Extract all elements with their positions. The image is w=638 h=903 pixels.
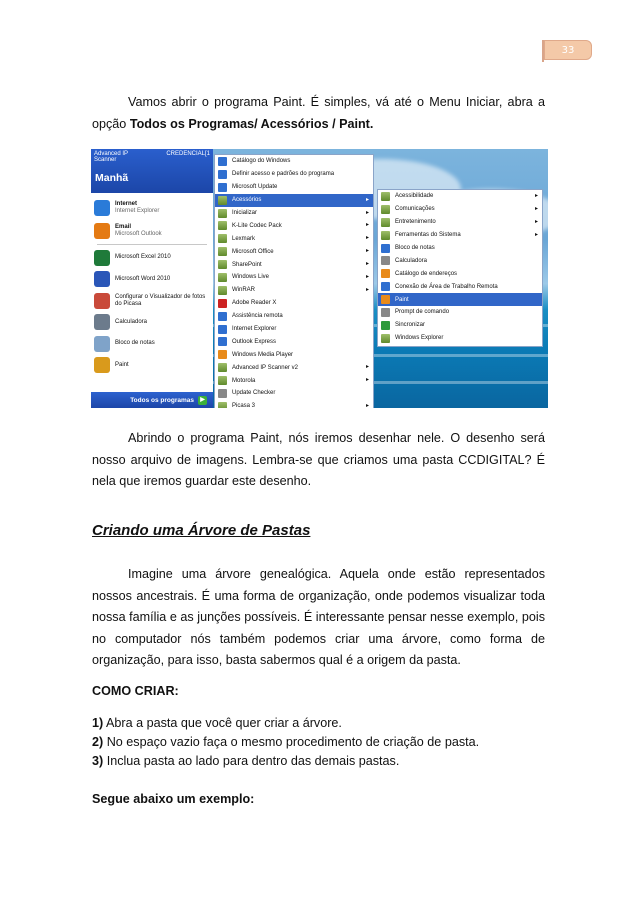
picasa-icon [94,293,110,309]
paint-paragraph: Abrindo o programa Paint, nós iremos desenhar nele. O desenho será nosso arquivo de imagens. Lembra-se que criamos uma pasta CCDIGITAL? É nela que iremos guardar este desenho. [92,431,545,488]
example-intro: Segue abaixo um exemplo: [92,792,255,806]
programs-menu-item[interactable] [215,284,373,297]
programs-menu-item-label: Lexmark [232,235,256,242]
programs-menu-item[interactable] [215,168,373,181]
programs-menu-item-label: Advanced IP Scanner v2 [232,364,298,371]
program-defaults-icon [218,170,227,179]
accessories-menu-item[interactable] [378,190,542,203]
accessories-menu-item[interactable] [378,203,542,216]
pinned-programs [91,193,213,242]
accessories-menu-item-label: Sincronizar [395,322,426,329]
accessories-menu-item-label: Acessibilidade [395,193,434,200]
programs-menu-item-label: Microsoft Update [232,184,278,191]
start-menu-header [91,149,213,193]
chevron-right-icon: ▸ [365,248,369,255]
programs-menu-item[interactable] [215,194,373,207]
start-separator [97,244,207,245]
programs-menu-item-label: Inicializar [232,210,258,216]
folder-icon [218,234,227,243]
accessories-menu-item[interactable] [378,267,542,280]
remote-desktop-icon [381,282,390,291]
calculator-icon [94,314,110,330]
update-checker-icon [218,389,227,398]
programs-submenu [214,154,374,408]
accessories-menu-item-label: Catálogo de endereços [395,270,458,277]
internet-explorer-icon [218,325,227,334]
chevron-right-icon: ▸ [365,274,369,281]
outlook-express-icon [218,337,227,346]
accessories-menu-item-label: Ferramentas do Sistema [395,232,461,239]
page-number-badge [544,40,592,62]
start-menu-item-sublabel: Internet Explorer [115,207,160,214]
programs-menu-item[interactable] [215,374,373,387]
all-programs-label: Todos os programas [130,396,194,404]
internet-explorer-icon [94,200,110,216]
sync-icon [381,321,390,330]
intro-text: Vamos abrir o programa Paint. É simples, vá até o Menu Iniciar, abra a opção [92,95,545,131]
excel-icon [94,250,110,266]
accessories-menu-item-label: Conexão de Área de Trabalho Remota [395,283,498,290]
programs-menu-item-label: Motorola [232,377,256,384]
programs-menu-item[interactable] [215,323,373,336]
programs-menu-item-label: Assistência remota [232,313,283,320]
folder-icon [381,218,390,227]
programs-menu-item[interactable] [215,245,373,258]
accessories-menu-item-label: Comunicações [395,206,435,213]
all-programs-arrow-icon: ▶ [198,396,207,405]
chevron-right-icon: ▸ [365,209,369,216]
programs-menu-item[interactable] [215,155,373,168]
programs-menu-item[interactable] [215,258,373,271]
accessories-menu-item-label: Calculadora [395,257,428,264]
start-menu-item[interactable] [91,355,213,377]
start-menu-item[interactable] [91,290,213,312]
intro-bold-path: Todos os Programas/ Acessórios / Paint. [129,116,374,131]
chevron-right-icon: ▸ [534,231,538,238]
steps-list [92,714,479,771]
chevron-right-icon: ▸ [365,377,369,384]
programs-menu-item[interactable] [215,297,373,310]
programs-menu-item[interactable] [215,232,373,245]
folder-icon [218,273,227,282]
accessories-menu-item[interactable] [378,319,542,332]
programs-menu-item-label: Outlook Express [232,338,277,345]
windows-catalog-icon [218,157,227,166]
programs-menu-item[interactable] [215,335,373,348]
chevron-right-icon: ▸ [534,218,538,225]
adobe-reader-icon [218,299,227,308]
accessories-menu-item[interactable] [378,254,542,267]
programs-menu-item[interactable] [215,181,373,194]
windows-update-icon [218,183,227,192]
programs-menu-item-label: Definir acesso e padrões do programa [232,171,335,178]
notepad-icon [381,244,390,253]
start-menu-item-label: Calculadora [115,318,148,325]
section-heading: Criando uma Árvore de Pastas [92,522,311,539]
calculator-icon [381,256,390,265]
outlook-icon [94,223,110,239]
start-menu-item[interactable] [91,247,213,269]
step-item: 1) Abra a pasta que você quer criar a árvore. [92,716,342,730]
programs-menu-item[interactable] [215,207,373,220]
folder-icon [381,192,390,201]
accessories-menu-item-label: Bloco de notas [395,245,435,251]
accessories-menu-item-label: Entretenimento [395,219,436,226]
start-menu-item-label: Bloco de notas [115,340,155,347]
programs-menu-item-label: Picasa 3 [232,403,256,408]
chevron-right-icon: ▸ [365,364,369,371]
paint-icon [94,357,110,373]
accessories-menu-item[interactable] [378,280,542,293]
paint-icon [381,295,390,304]
page-number: 33 [544,40,592,60]
programs-menu-item-label: Internet Explorer [232,326,277,333]
folder-icon [218,363,227,372]
all-programs-button[interactable] [91,392,213,408]
folder-icon [218,247,227,256]
start-menu-item[interactable] [91,312,213,334]
chevron-right-icon: ▸ [365,261,369,268]
step-item: 2) No espaço vazio faça o mesmo procedimento de criação de pasta. [92,735,480,749]
notepad-icon [94,336,110,352]
header-left-label: Advanced IP Scanner [94,151,129,163]
start-menu-item[interactable] [91,333,213,355]
folder-icon [218,286,227,295]
chevron-right-icon: ▸ [365,402,369,408]
programs-menu-item-label: Microsoft Office [232,248,274,255]
chevron-right-icon: ▸ [365,235,369,242]
accessories-submenu [377,189,543,347]
accessories-menu-item[interactable] [378,332,542,345]
programs-menu-item-label: K-Lite Codec Pack [232,222,282,229]
remote-assistance-icon [218,312,227,321]
intro-paragraph [92,92,545,135]
tree-paragraph: Imagine uma árvore genealógica. Aquela onde estão representados nossos ancestrais. É uma forma de organização, onde podemos visualizar toda nossa família e as junções possíveis. É interessante pensar nesse exemplo, pois no computador nós também podemos criar uma árvore, como forma de organização, para isso, basta sabermos qual é a origem da pasta. [92,567,545,667]
folder-icon [381,205,390,214]
accessories-menu-item[interactable] [378,293,542,306]
folder-icon [218,221,227,230]
start-menu-panel [91,149,213,408]
programs-menu-item-label: Windows Media Player [232,351,294,358]
user-name: Manhã [95,172,129,184]
accessories-menu-item[interactable] [378,242,542,255]
start-menu-item[interactable] [91,269,213,291]
programs-menu-item[interactable] [215,348,373,361]
folder-icon [218,209,227,218]
programs-menu-item[interactable] [215,400,373,408]
accessories-menu-item-label: Windows Explorer [395,335,444,342]
folder-icon [218,196,227,205]
step-item: 3) Inclua pasta ao lado para dentro das demais pastas. [92,754,400,768]
start-menu-item-label: Microsoft Excel 2010 [115,254,171,261]
windows-explorer-icon [381,334,390,343]
programs-menu-item[interactable] [215,361,373,374]
start-menu-screenshot [91,149,548,408]
programs-menu-item-label: Adobe Reader X [232,300,277,307]
start-menu-item-sublabel: Microsoft Outlook [115,230,162,237]
accessories-menu-item[interactable] [378,229,542,242]
media-player-icon [218,350,227,359]
accessories-menu-item-label: Paint [395,296,409,303]
programs-menu-item-label: Catálogo do Windows [232,158,291,165]
start-menu-item-label: Microsoft Word 2010 [115,275,171,282]
programs-menu-item[interactable] [215,310,373,323]
address-book-icon [381,269,390,278]
programs-menu-item[interactable] [215,271,373,284]
start-menu-item-label: Internet [115,200,138,207]
accessories-menu-item[interactable] [378,306,542,319]
programs-menu-item-label: SharePoint [232,261,262,268]
chevron-right-icon: ▸ [534,193,538,199]
programs-menu-item-label: Windows Live [232,274,270,281]
programs-menu-item-label: WinRAR [232,287,256,294]
programs-menu-item[interactable] [215,387,373,400]
chevron-right-icon: ▸ [365,222,369,229]
chevron-right-icon: ▸ [534,205,538,212]
command-prompt-icon [381,308,390,317]
start-menu-item-label: Email [115,223,132,230]
folder-icon [218,376,227,385]
chevron-right-icon: ▸ [365,286,369,293]
word-icon [94,271,110,287]
how-to-heading: COMO CRIAR: [92,684,179,698]
header-right-label: CREDENCIAL[1 [166,151,210,157]
programs-menu-item-label: Update Checker [232,390,276,397]
accessories-menu-item-label: Prompt de comando [395,309,450,316]
recent-programs [91,247,213,376]
start-menu-item-label: Configurar o Visualizador de fotos do Picasa [115,293,206,307]
start-menu-item[interactable] [91,196,213,219]
folder-icon [218,260,227,269]
start-menu-item-label: Paint [115,361,129,368]
chevron-right-icon: ▸ [365,196,369,203]
folder-icon [218,402,227,408]
start-menu-item[interactable] [91,219,213,242]
programs-menu-item-label: Acessórios [232,197,262,204]
programs-menu-item[interactable] [215,219,373,232]
accessories-menu-item[interactable] [378,216,542,229]
folder-icon [381,231,390,240]
